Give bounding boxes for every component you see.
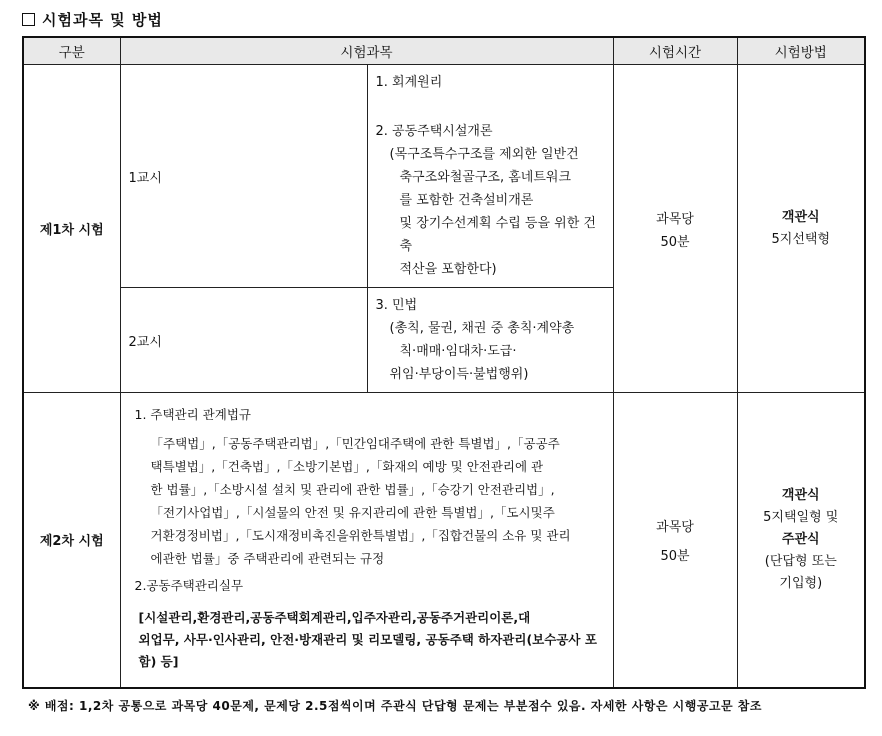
header-time: 시험시간 [613, 37, 737, 65]
desc-line: 외업무, 사무·인사관리, 안전·방재관리 및 리모델링, 공동주택 하자관리(보수공사 포 [138, 632, 597, 647]
method-text: (단답형 또는 [764, 553, 837, 569]
table-header-row [23, 37, 865, 65]
method-text: 5지택일형 및 [763, 509, 839, 525]
exam2-method [737, 393, 865, 688]
exam1-period1: 1교시 [120, 65, 367, 288]
header-category: 구분 [23, 37, 120, 65]
method-text: 주관식 [781, 531, 820, 547]
header-method: 시험방법 [737, 37, 865, 65]
exam1-subject3: 3. 민법 [375, 298, 418, 313]
desc-line: 거환경정비법」,「도시재정비촉진을위한특별법」,「집합건물의 소유 및 관리 [150, 528, 571, 543]
desc-line: 「전기사업법」,「시설물의 안전 및 유지관리에 관한 특별법」,「도시및주 [150, 505, 555, 520]
desc-line: 한 법률」,「소방시설 설치 및 관리에 관한 법률」,「승강기 안전관리법」, [150, 482, 555, 497]
exam2-subject2: 2.공동주택관리실무 [134, 578, 244, 593]
method-text: 5지선택형 [771, 231, 831, 247]
exam1-method [737, 65, 865, 393]
time-text: 50분 [660, 548, 690, 564]
exam2-subjects [120, 393, 613, 688]
exam1-subject2: 2. 공동주택시설개론 [375, 124, 493, 139]
table-row [23, 393, 865, 688]
exam2-label: 제2차 시험 [23, 393, 120, 688]
desc-line: 「주택법」,「공동주택관리법」,「민간임대주택에 관한 특별법」,「공공주 [150, 436, 560, 451]
desc-line: 칙·매매·임대차·도급· [399, 344, 517, 359]
desc-line: 에관한 법률」중 주택관리에 관련되는 규정 [150, 551, 385, 566]
table-row [23, 65, 865, 288]
desc-line: 를 포함한 건축설비개론 [399, 193, 534, 208]
exam1-subject2-desc [376, 143, 607, 281]
checkbox-square-icon [22, 13, 35, 26]
desc-line: 위임·부당이득·불법행위) [389, 367, 529, 382]
method-text: 기입형) [779, 575, 823, 591]
desc-line: 택특별법」,「건축법」,「소방기본법」,「화재의 예방 및 안전관리에 관 [150, 459, 544, 474]
time-text: 과목당 [656, 211, 694, 227]
header-subjects: 시험과목 [120, 37, 613, 65]
method-text: 객관식 [781, 209, 820, 225]
exam1-period1-subjects [367, 65, 613, 288]
desc-line: (총칙, 물권, 채권 중 총칙·계약총 [389, 321, 575, 336]
desc-line: [시설관리,환경관리,공동주택회계관리,입주자관리,공동주거관리이론,대 [138, 610, 531, 625]
time-text: 50분 [660, 234, 690, 250]
exam1-period2-subjects [367, 288, 613, 393]
desc-line: (목구조특수구조를 제외한 일반건 [389, 147, 579, 162]
exam1-period2: 2교시 [120, 288, 367, 393]
exam1-subject1: 1. 회계원리 [375, 75, 443, 90]
footer-note: ※ 배점: 1,2차 공통으로 과목당 40문제, 문제당 2.5점씩이며 주관식 단답형 문제는 부분점수 있음. 자세한 사항은 시행공고문 참조 [28, 699, 762, 713]
desc-line: 함) 등] [138, 654, 179, 669]
exam1-label: 제1차 시험 [23, 65, 120, 393]
exam1-time [613, 65, 737, 393]
exam-table [22, 36, 866, 689]
time-text: 과목당 [656, 519, 694, 535]
desc-line: 적산을 포함한다) [399, 262, 497, 277]
exam2-time [613, 393, 737, 688]
method-text: 객관식 [781, 487, 820, 503]
exam2-subject1: 1. 주택관리 관계법규 [134, 407, 251, 422]
section-title-text: 시험과목 및 방법 [42, 11, 163, 29]
exam1-subject3-desc [376, 317, 607, 386]
desc-line: 축구조와철골구조, 홈네트워크 [399, 170, 572, 185]
desc-line: 및 장기수선계획 수립 등을 위한 건축 [399, 216, 596, 254]
section-title [22, 9, 163, 30]
